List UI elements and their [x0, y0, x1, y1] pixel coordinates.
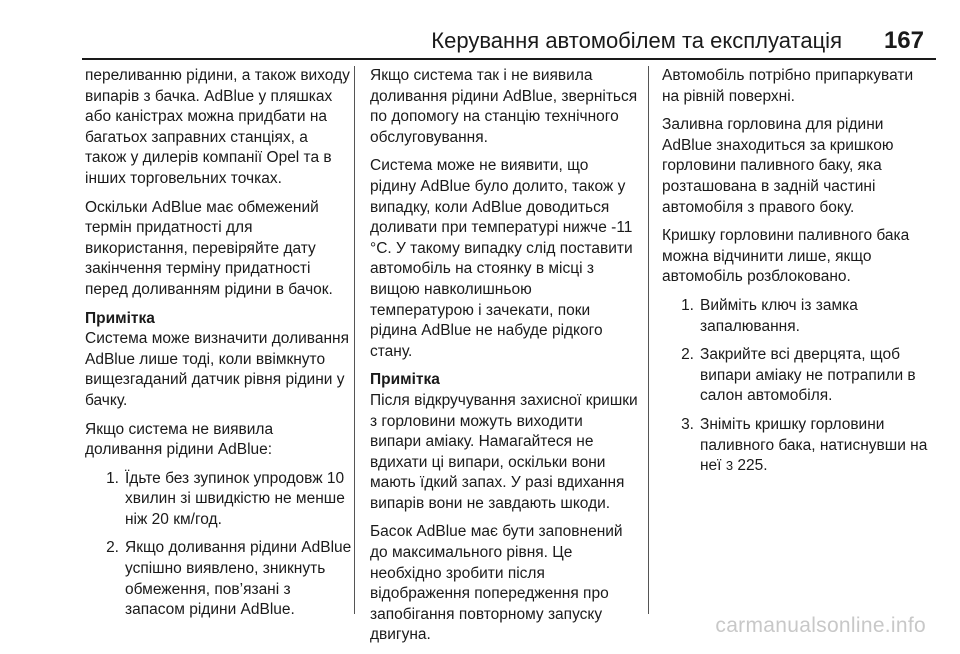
list-text: Їдьте без зупинок упродовж 10 хвилин зі швидкістю не менше ніж 20 км/год. [125, 469, 345, 528]
list-number: 2. [106, 539, 119, 557]
column-3 [662, 66, 930, 485]
column-divider-2 [648, 66, 649, 614]
header-title: Керування автомобілем та експлуатація [431, 28, 842, 53]
list-number: 1. [106, 469, 119, 487]
list-item [662, 296, 930, 337]
note-text: Система може визначити доливання AdBlue лише тоді, коли ввімкнуто вищезгаданий датчик рівня рідини у бачку. [85, 330, 349, 409]
paragraph: переливанню рідини, а також виходу випарів з бачка. AdBlue у пляшках або каністрах можна придбати на багатьох заправних станціях, а також у дилерів компанії Opel та в інших торговельних точках. [85, 67, 350, 187]
list-number: 2. [681, 346, 694, 364]
note-block [85, 309, 353, 412]
list-item [662, 345, 930, 407]
list-text [700, 415, 930, 477]
note-title: Примітка [85, 309, 155, 327]
list-item [662, 415, 930, 477]
paragraph: Оскільки AdBlue має обмежений термін придатності для використання, перевіряйте дату закінчення терміну придатності перед доливанням рідини в бачок. [85, 198, 333, 298]
list-item [85, 469, 353, 531]
paragraph: Заливна горловина для рідини AdBlue знаходиться за кришкою горловини паливного баку, яка розташована в задній частині автомобіля з правого боку. [662, 116, 894, 216]
step-list [662, 296, 930, 477]
paragraph: Якщо система так і не виявила доливання рідини AdBlue, зверніться по допомогу на станцію технічного обслуговування. [370, 67, 638, 146]
header-rule [82, 58, 936, 60]
page-number: 167 [883, 27, 924, 54]
list-number: 3. [681, 415, 694, 433]
list-item [85, 538, 353, 620]
page-reference[interactable]: 225. [737, 457, 768, 475]
note-text: Після відкручування захисної кришки з горловини можуть виходити випари аміаку. Намагайтеся не вдихати ці випари, оскільки вони мають їдкий запах. У разі вдихання випарів вони не завдають шкоди. [370, 391, 638, 512]
note-title: Примітка [370, 371, 440, 389]
watermark: carmanualsonline.info [715, 614, 926, 637]
column-1 [85, 66, 353, 629]
list-text: Якщо доливання рідини AdBlue успішно виявлено, зникнуть обмеження, пов’язані з запасом рідини AdBlue. [125, 539, 352, 619]
paragraph: Якщо система не виявила доливання рідини AdBlue: [85, 420, 274, 459]
note-block [370, 370, 638, 514]
paragraph: Басок AdBlue має бути заповнений до максимального рівня. Це необхідно зробити після відображення попередження про запобігання повторному запуску двигуна. [370, 523, 623, 644]
list-number: 1. [681, 296, 694, 314]
list-text-content: Зніміть кришку горловини паливного бака, натиснувши на неї [700, 415, 928, 475]
paragraph: Система може не виявити, що рідину AdBlue було долито, також у випадку, коли AdBlue доводиться доливати при температурі нижче -11 °C. У такому випадку слід поставити автомобіль на стоянку в місці з вищою навколишньою температурою і зачекати, поки рідина AdBlue не набуде рідкого стану. [370, 157, 633, 360]
paragraph: Кришку горловини паливного бака можна відчинити лише, якщо автомобіль розблоковано. [662, 227, 910, 286]
column-2 [370, 66, 638, 654]
paragraph: Автомобіль потрібно припаркувати на рівній поверхні. [662, 67, 914, 105]
list-text: Вийміть ключ із замка запалювання. [700, 296, 858, 335]
page-header [0, 0, 960, 62]
page-reference-icon[interactable]: 3 [725, 458, 734, 474]
step-list [85, 469, 353, 621]
column-divider-1 [354, 66, 355, 614]
list-text: Закрийте всі дверцята, щоб випари аміаку не потрапили в салон автомобіля. [700, 346, 916, 405]
